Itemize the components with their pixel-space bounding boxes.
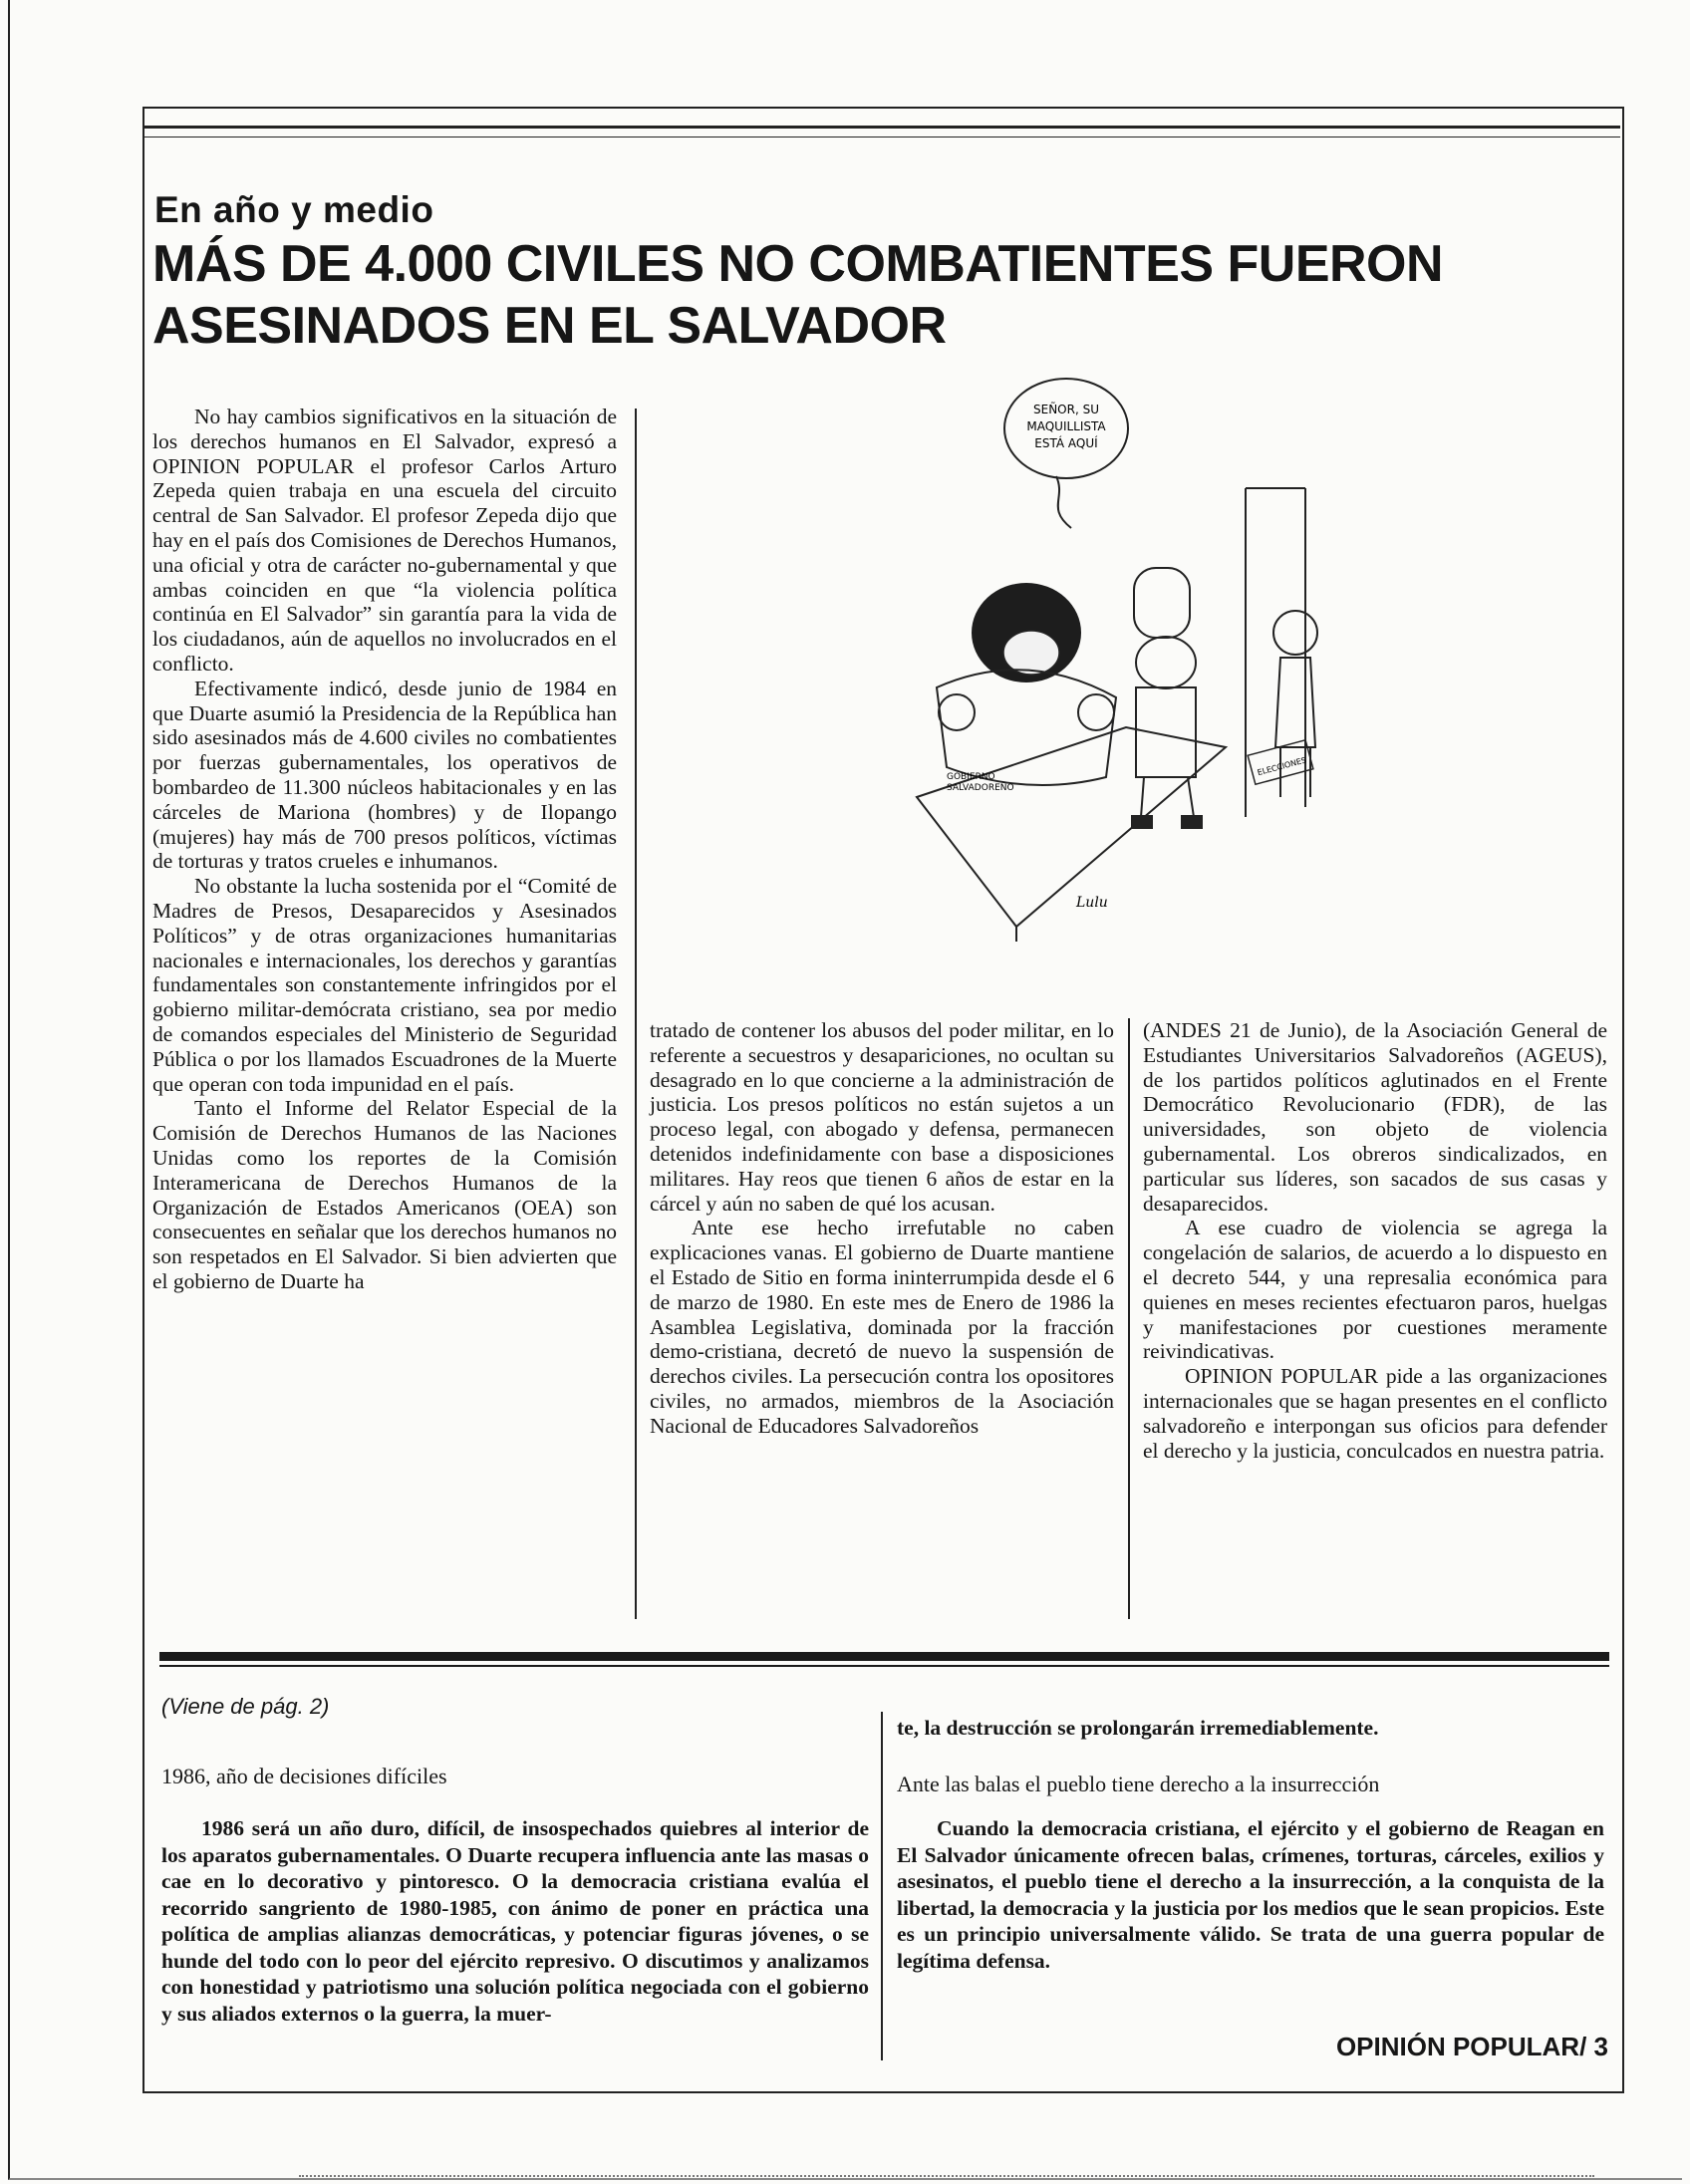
page-footer: OPINIÓN POPULAR/ 3 bbox=[1335, 2032, 1608, 2061]
speech-tail bbox=[1056, 476, 1071, 528]
label-gobierno-2: SALVADOREÑO bbox=[947, 783, 1014, 793]
paragraph: tratado de contener los abusos del poder militar, en lo referente a secuestros y desapariciones, no ocultan su desagrado en lo que concierne a la administración de justicia. Los presos políticos no están sujetos a un proceso legal, con abogado y defensa, permanecen detenidos indefinidamente con base a disposiciones militares. Hay reos que tienen 6 años de estar en la cárcel y aún no saben de qué los acusan. bbox=[650, 1018, 1114, 1216]
cartoon-signature: Lulu bbox=[1076, 895, 1108, 911]
political-cartoon bbox=[877, 369, 1375, 947]
gorilla-face bbox=[1003, 631, 1059, 675]
paragraph: Cuando la democracia cristiana, el ejército y el gobierno de Reagan en El Salvador únicamente ofrecen balas, crímenes, torturas, cárceles, exilios y asesinatos, el pueblo tiene el derecho a la insurrección, a la conquista de la libertad, la democracia y la justicia por los medios que le sean propicios. Este es un principio universalmente válido. Se trata de una guerra popular de legítima defensa. bbox=[897, 1816, 1604, 1973]
section-rule-thin bbox=[159, 1665, 1609, 1667]
continuation-right-column bbox=[897, 1815, 1604, 1974]
speech-line-1: SEÑOR, SU bbox=[1033, 403, 1099, 416]
paragraph: OPINION POPULAR pide a las organizaciones internacionales que se hagan presentes en el conflicto salvadoreño e interpongan sus oficios para defender el derecho y la justicia, conculcados en nuestra patria. bbox=[1143, 1364, 1607, 1463]
gorilla-body bbox=[937, 670, 1116, 785]
speech-line-2: MAQUILLISTA bbox=[1026, 419, 1106, 433]
column-divider bbox=[635, 409, 637, 1619]
speech-line-3: ESTÁ AQUÍ bbox=[1034, 436, 1098, 450]
right-subhead: Ante las balas el pueblo tiene derecho a la insurrección bbox=[897, 1772, 1380, 1796]
section-rule-thick bbox=[159, 1652, 1609, 1661]
left-subhead: 1986, año de decisiones difíciles bbox=[161, 1764, 447, 1788]
paragraph: Efectivamente indicó, desde junio de 1984 en que Duarte asumió la Presidencia de la República han sido asesinados más de 4.600 civiles no combatientes por fuerzas gubernamentales, los operativos de bombardeo de 11.300 núcleos habitacionales y en las cárceles de Mariona (hombres) y de Ilopango (mujeres) hay más de 700 presos políticos, víctimas de torturas y tratos crueles e inhumanos. bbox=[152, 676, 617, 874]
soldier-helmet bbox=[1134, 568, 1190, 638]
paragraph: No obstante la lucha sostenida por el “Comité de Madres de Presos, Desaparecidos y Asesinados Políticos” y de otras organizaciones humanitarias nacionales e internacionales, los derechos y garantías fundamentales son constantemente infringidos por el gobierno militar-demócrata cristiano, sea por medio de comandos especiales del Ministerio de Seguridad Pública o por los llamados Escuadrones de la Muerte que operan con toda impunidad en el país. bbox=[152, 874, 617, 1096]
small-figure-head bbox=[1273, 611, 1317, 655]
label-gobierno-1: GOBIERNO bbox=[947, 772, 995, 782]
headline-line-1: MÁS DE 4.000 CIVILES NO COMBATIENTES FUERON bbox=[152, 235, 1444, 293]
desk bbox=[917, 727, 1226, 927]
headline-line-2: ASESINADOS EN EL SALVADOR bbox=[152, 297, 947, 355]
soldier-boot-left bbox=[1131, 815, 1153, 829]
article-column-2 bbox=[650, 1018, 1114, 1439]
headline bbox=[152, 233, 1448, 357]
continuation-left-column bbox=[161, 1815, 869, 2027]
suitcase-label: ELECCIONES bbox=[1256, 755, 1307, 778]
paragraph: A ese cuadro de violencia se agrega la congelación de salarios, de acuerdo a lo dispuesto en el decreto 544, y una represalia económica para quienes en meses recientes efectuaron paros, huelgas y manifestaciones por cuestiones meramente reivindicativas. bbox=[1143, 1216, 1607, 1364]
bottom-edge bbox=[299, 2175, 1594, 2179]
soldier-boot-right bbox=[1181, 815, 1203, 829]
continued-from: (Viene de pág. 2) bbox=[161, 1694, 330, 1719]
kicker: En año y medio bbox=[154, 189, 434, 230]
right-continued-text: te, la destrucción se prolongarán irremediablemente. bbox=[897, 1716, 1379, 1740]
epaulette-right bbox=[1078, 694, 1114, 730]
article-column-3 bbox=[1143, 1018, 1607, 1463]
soldier-head bbox=[1136, 637, 1196, 688]
paragraph: No hay cambios significativos en la situación de los derechos humanos en El Salvador, expresó a OPINION POPULAR el profesor Carlos Arturo Zepeda quien trabaja en una escuela del circuito central de San Salvador. El profesor Zepeda dijo que hay en el país dos Comisiones de Derechos Humanos, una oficial y otra de carácter no-gubernamental y que ambas coinciden en que “la violencia política continúa en El Salvador” sin garantía para la vida de los ciudadanos, aún de aquellos no involucrados en el conflicto. bbox=[152, 405, 617, 676]
top-rule-thin bbox=[142, 136, 1620, 137]
column-divider bbox=[1128, 1018, 1130, 1619]
paragraph: (ANDES 21 de Junio), de la Asociación General de Estudiantes Universitarios Salvadoreños (AGEUS), de los partidos políticos aglutinados en el Frente Democrático Revolucionario (FDR), de las universidades, son objeto de violencia gubernamental. Los obreros sindicalizados, en particular sus líderes, son sacados de sus casas y desaparecidos. bbox=[1143, 1018, 1607, 1216]
small-figure-body bbox=[1275, 658, 1315, 747]
paragraph: Tanto el Informe del Relator Especial de la Comisión de Derechos Humanos de las Naciones Unidas como los reportes de la Comisión Interamericana de Derechos Humanos de la Organización de Estados Americanos (OEA) son consecuentes en señalar que los derechos humanos no son respetados en El Salvador. Si bien advierten que el gobierno de Duarte ha bbox=[152, 1096, 617, 1293]
paragraph: Ante ese hecho irrefutable no caben explicaciones vanas. El gobierno de Duarte mantiene el Estado de Sitio en forma ininterrumpida desde el 6 de marzo de 1980. En este mes de Enero de 1986 la Asamblea Legislativa, dominada por la fracción demo-cristiana, decretó de nuevo la suspensión de derechos civiles. La persecución contra los opositores civiles, no armados, miembros de la Asociación Nacional de Educadores Salvadoreños bbox=[650, 1216, 1114, 1438]
epaulette-left bbox=[939, 694, 975, 730]
column-divider bbox=[881, 1712, 883, 2060]
soldier-body bbox=[1136, 687, 1196, 777]
paragraph: 1986 será un año duro, difícil, de insospechados quiebres al interior de los aparatos gubernamentales. O Duarte recupera influencia ante las masas o cae en lo decorativo y pintoresco. O la democracia cristiana evalúa el recorrido sangriento de 1980-1985, con ánimo de poner en práctica una política de amplias alianzas democráticas, y potenciar figuras jóvenes, o se hunde del todo con lo peor del ejército represivo. O discutimos y analizamos con honestidad y patriotismo una solución política negociada con el gobierno y sus aliados externos o la guerra, la muer- bbox=[161, 1816, 869, 2026]
article-column-1 bbox=[152, 405, 617, 1294]
top-rule bbox=[142, 126, 1620, 129]
